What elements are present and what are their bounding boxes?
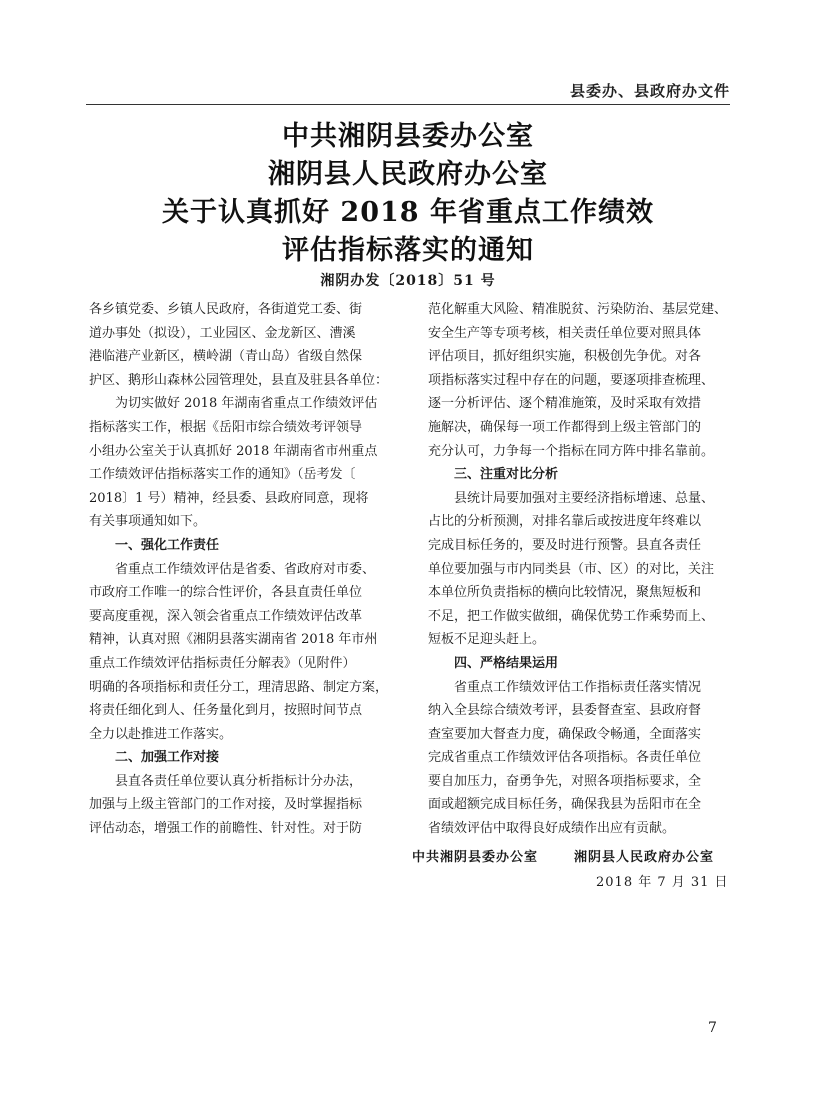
- text-line: 要自加压力，奋勇争先，对照各项指标要求，全: [428, 773, 702, 789]
- text-line: 面或超额完成目标任务，确保我县为岳阳市在全: [428, 797, 702, 813]
- left-column: [89, 298, 407, 841]
- text-line: 省重点工作绩效评估是省委、省政府对市委、: [115, 561, 376, 577]
- text-line: 项指标落实过程中存在的问题，要逐项排查梳理、: [428, 372, 715, 388]
- text-line: 占比的分析预测，对排名靠后或按进度年终难以: [428, 514, 702, 530]
- text-line: 纳入全县综合绩效考评，县委督查室、县政府督: [428, 703, 702, 719]
- text-line: 县直各责任单位要认真分析指标计分办法，: [115, 773, 363, 789]
- document-title: [86, 118, 730, 270]
- title-line: 关于认真抓好 2018 年省重点工作绩效: [162, 197, 654, 228]
- text-line: 指标落实工作，根据《岳阳市综合绩效考评领导: [89, 419, 363, 435]
- text-line: 明确的各项指标和责任分工，理清思路、制定方案，: [89, 679, 389, 695]
- text-line: 省绩效评估中取得良好成绩作出应有贡献。: [428, 821, 676, 837]
- text-line: 充分认可，力争每一个指标在同方阵中排名靠前。: [428, 443, 715, 459]
- text-line: 要高度重视，深入领会省重点工作绩效评估改革: [89, 608, 363, 624]
- text-line: 有关事项通知如下。: [89, 514, 207, 530]
- right-column: [428, 298, 746, 841]
- text-line: 小组办公室关于认真抓好 2018 年湖南省市州重点: [89, 443, 378, 459]
- signer-county-government: 湘阴县人民政府办公室: [574, 850, 715, 865]
- text-line: 港临港产业新区，横岭湖（青山岛）省级自然保: [89, 349, 363, 365]
- title-line: 湘阴县人民政府办公室: [268, 159, 548, 190]
- text-line: 评估动态，增强工作的前瞻性、针对性。对于防: [89, 821, 363, 837]
- text-line: 重点工作绩效评估指标责任分解表》（见附件）: [89, 655, 356, 671]
- section-heading: 三、注重对比分析: [454, 467, 559, 483]
- title-line: 中共湘阴县委办公室: [282, 121, 534, 152]
- text-line: 施解决，确保每一项工作都得到上级主管部门的: [428, 419, 702, 435]
- text-line: 逐一分析评估、逐个精准施策，及时采取有效措: [428, 396, 702, 412]
- page-number: 7: [708, 1020, 717, 1036]
- section-heading: 二、加强工作对接: [115, 750, 220, 766]
- text-line: 查室要加大督查力度，确保政令畅通，全面落实: [428, 726, 702, 742]
- text-line: 为切实做好 2018 年湖南省重点工作绩效评估: [115, 396, 378, 412]
- text-line: 安全生产等专项考核，相关责任单位要对照具体: [428, 325, 702, 341]
- text-line: 加强与上级主管部门的工作对接，及时掌握指标: [89, 797, 363, 813]
- text-line: 精神，认真对照《湘阴县落实湖南省 2018 年市州: [89, 632, 378, 648]
- text-line: 范化解重大风险、精准脱贫、污染防治、基层党建、: [428, 302, 728, 317]
- text-line: 省重点工作绩效评估工作指标责任落实情况: [454, 679, 702, 695]
- section-heading: 四、严格结果运用: [454, 655, 559, 671]
- signature-block: [412, 846, 714, 865]
- text-line: 县统计局要加强对主要经济指标增速、总量、: [454, 490, 715, 506]
- section-header: 县委办、县政府办文件: [569, 82, 730, 100]
- text-line: 评估项目，抓好组织实施，积极创先争优。对各: [428, 349, 702, 365]
- text-line: 市政府工作唯一的综合性评价，各县直责任单位: [89, 585, 363, 601]
- header-divider: [86, 104, 730, 105]
- title-line: 评估指标落实的通知: [282, 235, 534, 266]
- text-line: 不足，把工作做实做细，确保优势工作乘势而上、: [428, 608, 715, 624]
- text-line: 将责任细化到人、任务量化到月，按照时间节点: [89, 703, 363, 719]
- text-line: 各乡镇党委、乡镇人民政府，各街道党工委、街: [89, 302, 363, 317]
- text-line: 本单位所负责指标的横向比较情况，聚焦短板和: [428, 585, 702, 601]
- text-line: 工作绩效评估指标落实工作的通知》（岳考发〔: [89, 467, 356, 483]
- section-heading: 一、强化工作责任: [115, 537, 220, 553]
- text-line: 单位要加强与市内同类县（市、区）的对比，关注: [428, 561, 715, 577]
- text-line: 护区、鹅形山森林公园管理处，县直及驻县各单位：: [89, 372, 389, 388]
- text-line: 完成省重点工作绩效评估各项指标。各责任单位: [428, 750, 702, 766]
- text-line: 2018〕1 号）精神，经县委、县政府同意，现将: [89, 490, 369, 506]
- signer-county-committee: 中共湘阴县委办公室: [412, 850, 539, 865]
- text-line: 完成目标任务的，要及时进行预警。县直各责任: [428, 537, 702, 553]
- text-line: 短板不足迎头赶上。: [428, 632, 546, 648]
- document-number: 湘阴办发〔2018〕51 号: [320, 273, 496, 289]
- text-line: 全力以赴推进工作落实。: [89, 726, 233, 742]
- text-line: 道办事处（拟设），工业园区、金龙新区、漕溪: [89, 325, 356, 341]
- issue-date: 2018 年 7 月 31 日: [596, 875, 729, 890]
